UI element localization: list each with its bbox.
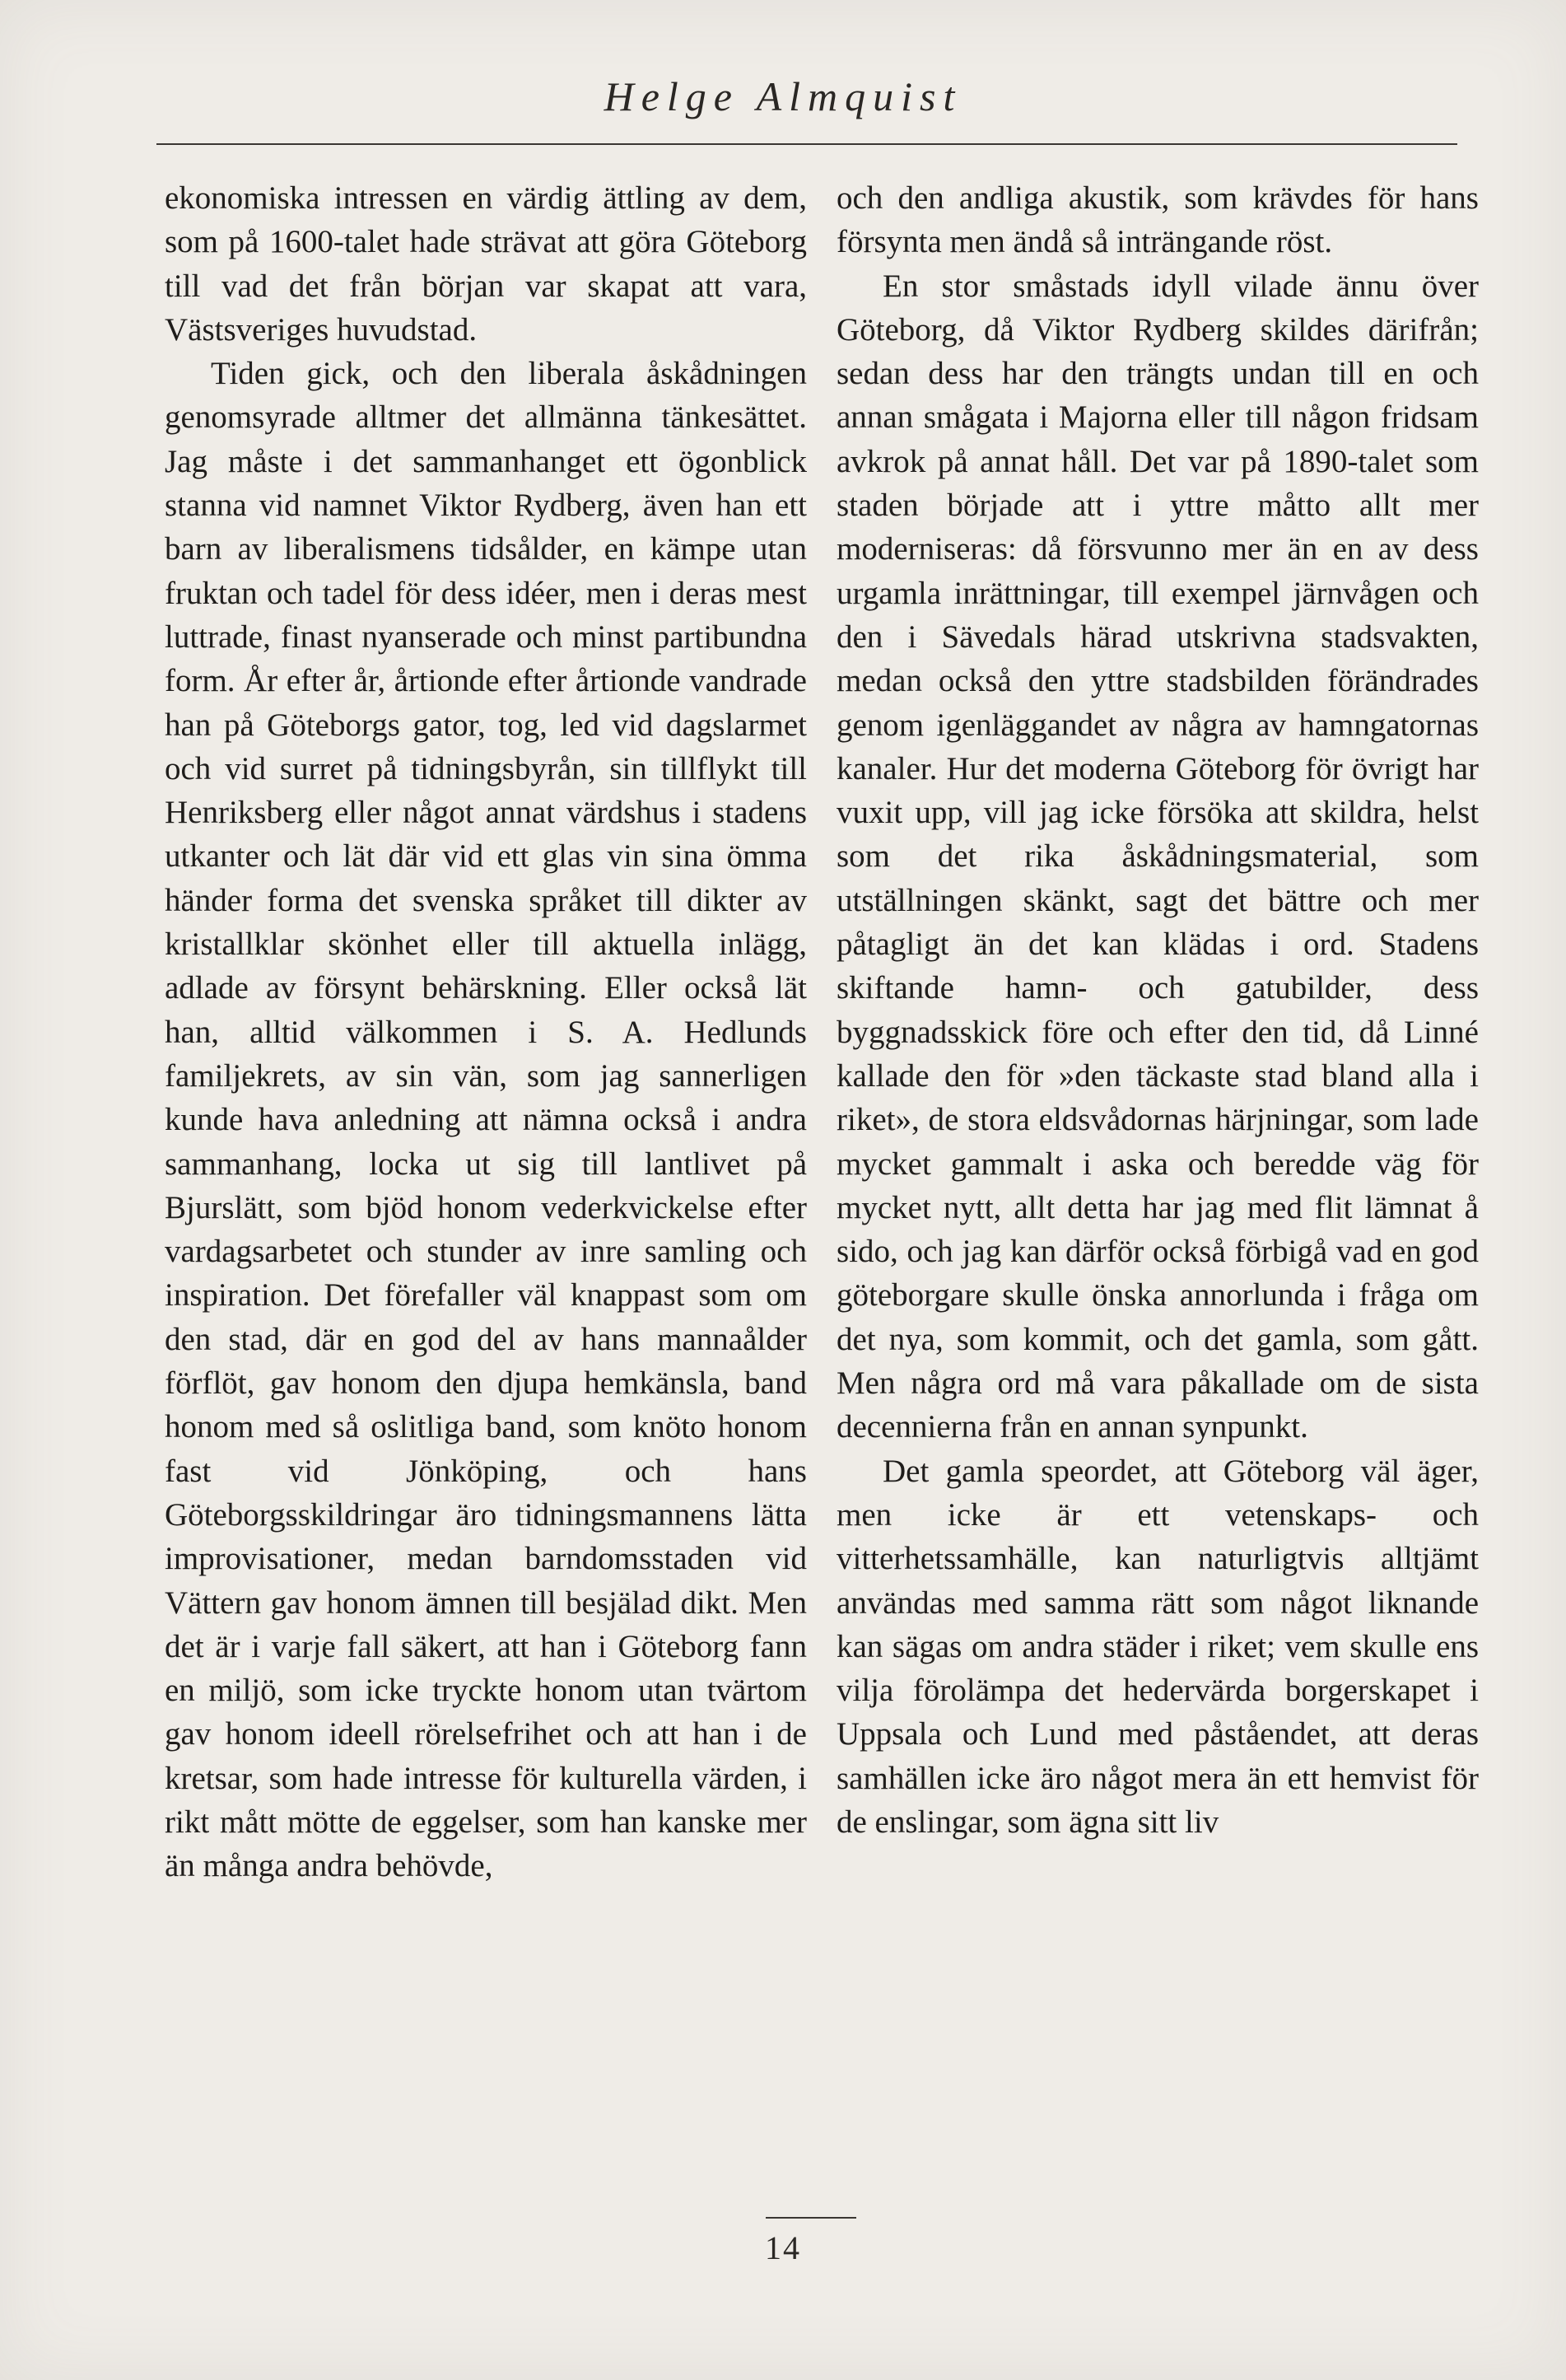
paragraph: En stor småstads idyll vilade ännu över Göteborg, då Viktor Rydberg skildes därifrån; sedan dess har den trängts undan till en och annan smågata i Majorna eller till någon fridsam avkrok på annat håll. Det var på 1890-talet som staden började att i yttre måtto allt mer moderniseras: då försvunno mer än en av dess urgamla inrättningar, till exempel järnvågen och den i Sävedals härad utskrivna stadsvakten, medan också den yttre stadsbilden förändrades genom igenläggandet av några av hamngatornas kanaler. Hur det moderna Göteborg för övrigt har vuxit upp, vill jag icke försöka att skildra, helst som det rika åskådningsmaterial, som utställningen skänkt, sagt det bättre och mer påtagligt än det kan klädas i ord. Stadens skiftande hamn- och gatubilder, dess byggnadsskick före och efter den tid, då Linné kallade den för »den täckaste stad bland alla i riket», de stora eldsvådornas härjningar, som lade mycket gammalt i aska och beredde väg för mycket nytt, allt detta har jag med flit lämnat å sido, och jag kan därför också förbigå vad en god göteborgare skulle önska annorlunda i fråga om det nya, som kommit, och det gamla, som gått. Men några ord må vara påkallade om de sista decennierna från en annan synpunkt. bbox=[837, 268, 1479, 1445]
right-column bbox=[837, 176, 1479, 1844]
page-number: 14 bbox=[765, 2229, 801, 2266]
running-header: Helge Almquist bbox=[604, 73, 962, 119]
footer-rule bbox=[766, 2217, 856, 2219]
paragraph: Tiden gick, och den liberala åskådningen genomsyrade alltmer det allmänna tänkesättet. Jag måste i det sammanhanget ett ögonblick stanna vid namnet Viktor Rydberg, även han ett barn av liberalismens tidsålder, en kämpe utan fruktan och tadel för dess idéer, men i deras mest luttrade, finast nyanserade och minst partibundna form. År efter år, årtionde efter årtionde vandrade han på Göteborgs gator, tog, led vid dagslarmet och vid surret på tidningsbyrån, sin tillflykt till Henriksberg eller något annat värdshus i stadens utkanter och lät där vid ett glas vin sina ömma händer forma det svenska språket till dikter av kristallklar skönhet eller till aktuella inlägg, adlade av försynt behärskning. Eller också lät han, alltid välkommen i S. A. Hedlunds familjekrets, av sin vän, som jag sannerligen kunde hava anledning att nämna också i andra sammanhang, locka ut sig till lantlivet på Bjurslätt, som bjöd honom vederkvickelse efter vardagsarbetet och stunder av inre samling och inspiration. Det förefaller väl knappast som om den stad, där en god del av hans mannaålder förflöt, gav honom den djupa hemkänsla, band honom med så oslitliga band, som knöto honom fast vid Jönköping, och hans Göteborgsskildringar äro tidningsmannens lätta improvisationer, medan barndomsstaden vid Vättern gav honom ämnen till besjälad dikt. Men det är i varje fall säkert, att han i Göteborg fann en miljö, som icke tryckte honom utan tvärtom gav honom ideell rörelsefrihet och att han i de kretsar, som hade intresse för kulturella värden, i rikt mått mötte de eggelser, som han kanske mer än många andra behövde, bbox=[165, 356, 807, 1884]
paragraph: Det gamla speordet, att Göteborg väl äger, men icke är ett vetenskaps- och vitterhetssamhälle, kan naturligtvis alltjämt användas med samma rätt som något liknande kan sägas om andra städer i riket; vem skulle ens vilja förolämpa det hedervärda borgerskapet i Uppsala och Lund med påståendet, att deras samhällen icke äro något mera än ett hemvist för de enslingar, som ägna sitt liv bbox=[837, 1453, 1479, 1840]
paragraph: ekonomiska intressen en värdig ättling av dem, som på 1600-talet hade strävat att göra Göteborg till vad det från början var skapat att vara, Västsveriges huvudstad. bbox=[165, 180, 807, 348]
left-column bbox=[165, 176, 807, 1888]
header-rule bbox=[156, 143, 1457, 145]
paragraph: och den andliga akustik, som krävdes för hans försynta men ändå så inträngande röst. bbox=[837, 180, 1479, 260]
